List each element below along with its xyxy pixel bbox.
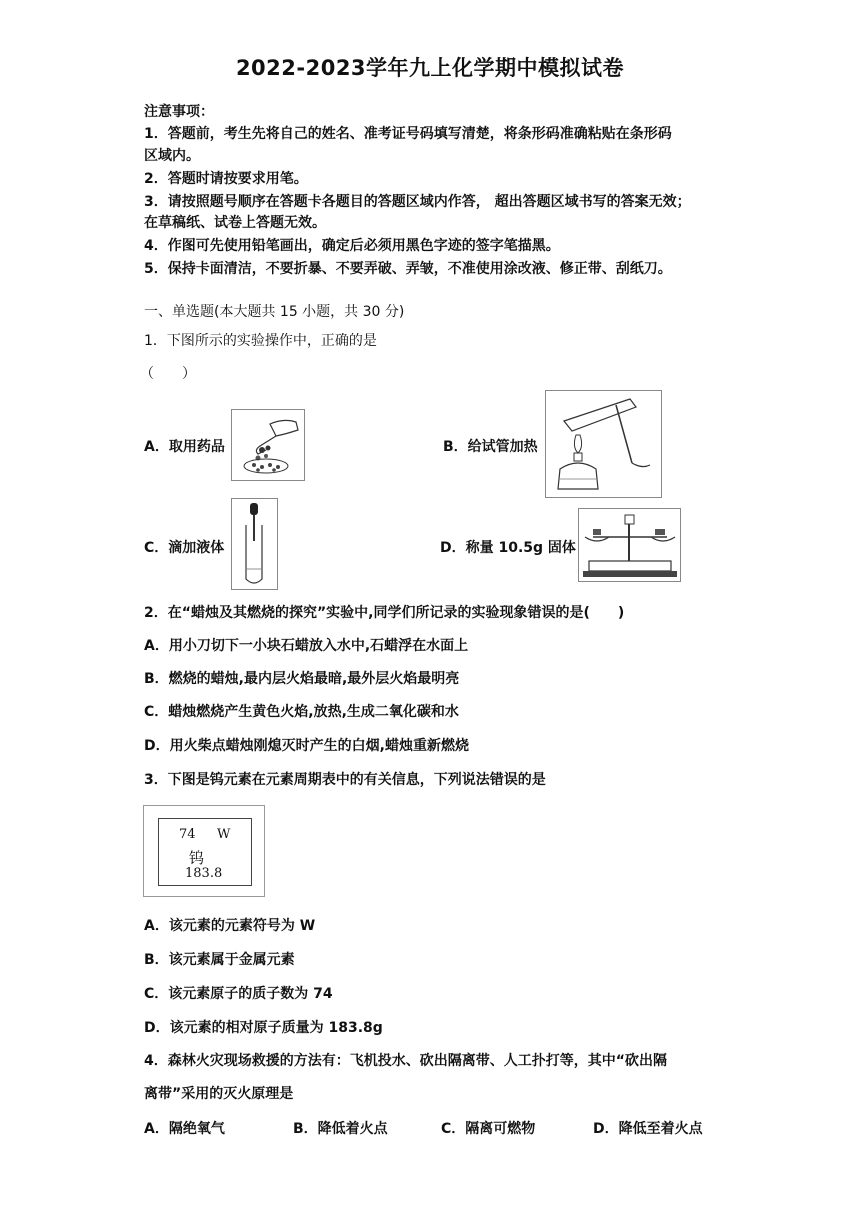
q2-option: A．用小刀切下一小块石蜡放入水中,石蜡浮在水面上 bbox=[144, 638, 469, 654]
balance-scale-icon bbox=[579, 509, 680, 581]
q3-option: C．该元素原子的质子数为 74 bbox=[144, 986, 333, 1002]
q1-option-b: B．给试管加热 bbox=[443, 439, 538, 455]
section-heading: 一、单选题(本大题共 15 小题，共 30 分) bbox=[144, 304, 405, 320]
note-line: 4．作图可先使用铅笔画出，确定后必须用黑色字迹的签字笔描黑。 bbox=[144, 238, 560, 254]
q4-option: D．降低至着火点 bbox=[593, 1121, 703, 1137]
q2-option: B．燃烧的蜡烛,最内层火焰最暗,最外层火焰最明亮 bbox=[144, 671, 460, 687]
element-cell bbox=[158, 818, 252, 886]
note-line: 在草稿纸、试卷上答题无效。 bbox=[144, 215, 326, 231]
q4-option: B．降低着火点 bbox=[293, 1121, 388, 1137]
note-line: 区域内。 bbox=[144, 148, 200, 164]
question-stem: 2．在“蜡烛及其燃烧的探究”实验中,同学们所记录的实验现象错误的是( ) bbox=[144, 605, 625, 621]
atomic-number: 74 bbox=[179, 827, 196, 842]
question-stem: 3．下图是钨元素在元素周期表中的有关信息，下列说法错误的是 bbox=[144, 772, 546, 788]
page-title: 2022-2023学年九上化学期中模拟试卷 bbox=[235, 56, 625, 80]
atomic-mass: 183.8 bbox=[185, 866, 223, 881]
dropper-tube-icon bbox=[232, 499, 277, 589]
tube-heating-image bbox=[545, 390, 662, 498]
balance-weighing-image bbox=[578, 508, 681, 582]
q4-option: A．隔绝氧气 bbox=[144, 1121, 225, 1137]
question-stem-continued: 离带”采用的灭火原理是 bbox=[144, 1086, 294, 1102]
q1-option-d: D．称量 10.5g 固体 bbox=[440, 540, 576, 556]
q3-option: A．该元素的元素符号为 W bbox=[144, 918, 316, 934]
element-card bbox=[143, 805, 265, 897]
reagent-taking-image bbox=[231, 409, 305, 481]
hand-spoon-icon bbox=[232, 410, 304, 480]
note-line: 3．请按照题号顺序在答题卡各题目的答题区域内作答， 超出答题区域书写的答案无效； bbox=[144, 194, 691, 210]
q1-option-c: C．滴加液体 bbox=[144, 540, 225, 556]
q2-option: C．蜡烛燃烧产生黄色火焰,放热,生成二氧化碳和水 bbox=[144, 704, 459, 720]
alcohol-lamp-icon bbox=[546, 391, 661, 497]
note-line: 2．答题时请按要求用笔。 bbox=[144, 171, 308, 187]
note-line: 1．答题前，考生先将自己的姓名、准考证号码填写清楚，将条形码准确粘贴在条形码 bbox=[144, 126, 672, 142]
q3-option: B．该元素属于金属元素 bbox=[144, 952, 295, 968]
question-stem: 1．下图所示的实验操作中，正确的是 bbox=[144, 333, 377, 349]
element-symbol: W bbox=[217, 827, 231, 842]
q3-option: D．该元素的相对原子质量为 183.8g bbox=[144, 1020, 383, 1036]
q2-option: D．用火柴点蜡烛刚熄灭时产生的白烟,蜡烛重新燃烧 bbox=[144, 738, 469, 754]
element-name: 钨 bbox=[189, 849, 205, 867]
dropping-liquid-image bbox=[231, 498, 278, 590]
q4-option: C．隔离可燃物 bbox=[441, 1121, 536, 1137]
q1-option-a: A．取用药品 bbox=[144, 439, 225, 455]
question-stem: 4．森林火灾现场救援的方法有：飞机投水、砍出隔离带、人工扑打等，其中“砍出隔 bbox=[144, 1053, 667, 1069]
answer-blank: （ ） bbox=[140, 366, 196, 382]
notes-heading: 注意事项： bbox=[144, 104, 214, 120]
note-line: 5．保持卡面清洁，不要折暴、不要弄破、弄皱，不准使用涂改液、修正带、刮纸刀。 bbox=[144, 261, 672, 277]
